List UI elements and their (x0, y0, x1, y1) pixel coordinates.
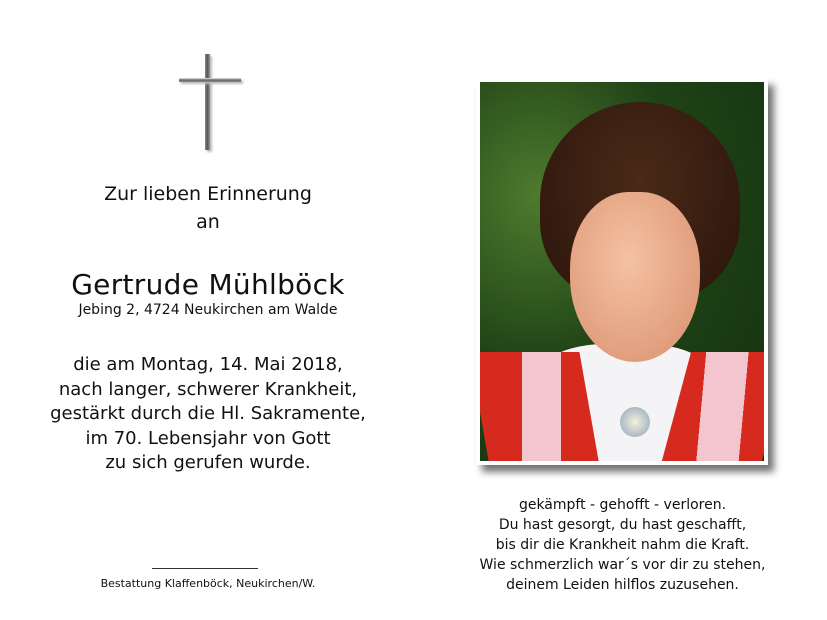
intro-line: Zur lieben Erinnerung (104, 183, 312, 205)
deceased-address: Jebing 2, 4724 Neukirchen am Walde (78, 302, 338, 318)
portrait-photo-frame (476, 78, 768, 465)
deceased-name: Gertrude Mühlböck (71, 268, 345, 301)
poem-line: bis dir die Krankheit nahm die Kraft. (495, 537, 750, 553)
cross-horizontal-bar (179, 78, 241, 82)
notice-line: zu sich gerufen wurde. (105, 452, 311, 473)
notice-line: im 70. Lebensjahr von Gott (85, 427, 331, 449)
notice-line: gestärkt durch die Hl. Sakramente, (50, 403, 366, 424)
undertaker-credit: Bestattung Klaffenböck, Neukirchen/W. (100, 577, 316, 590)
intro-text (0, 180, 416, 236)
poem (420, 495, 825, 595)
intro-line: an (196, 211, 220, 233)
notice-line: die am Montag, 14. Mai 2018, (73, 354, 343, 375)
cross-vertical-bar (205, 54, 210, 150)
poem-line: Du hast gesorgt, du hast geschafft, (498, 517, 747, 533)
photo-face (570, 192, 700, 362)
poem-line: deinem Leiden hilflos zuzusehen. (506, 577, 739, 593)
death-notice-text (0, 353, 416, 476)
poem-line: gekämpft - gehofft - verloren. (518, 497, 727, 513)
photo-brooch (620, 407, 650, 437)
portrait-photo (480, 82, 764, 461)
divider (152, 568, 258, 569)
poem-line: Wie schmerzlich war´s vor dir zu stehen, (479, 557, 766, 573)
notice-line: nach langer, schwerer Krankheit, (58, 378, 358, 400)
